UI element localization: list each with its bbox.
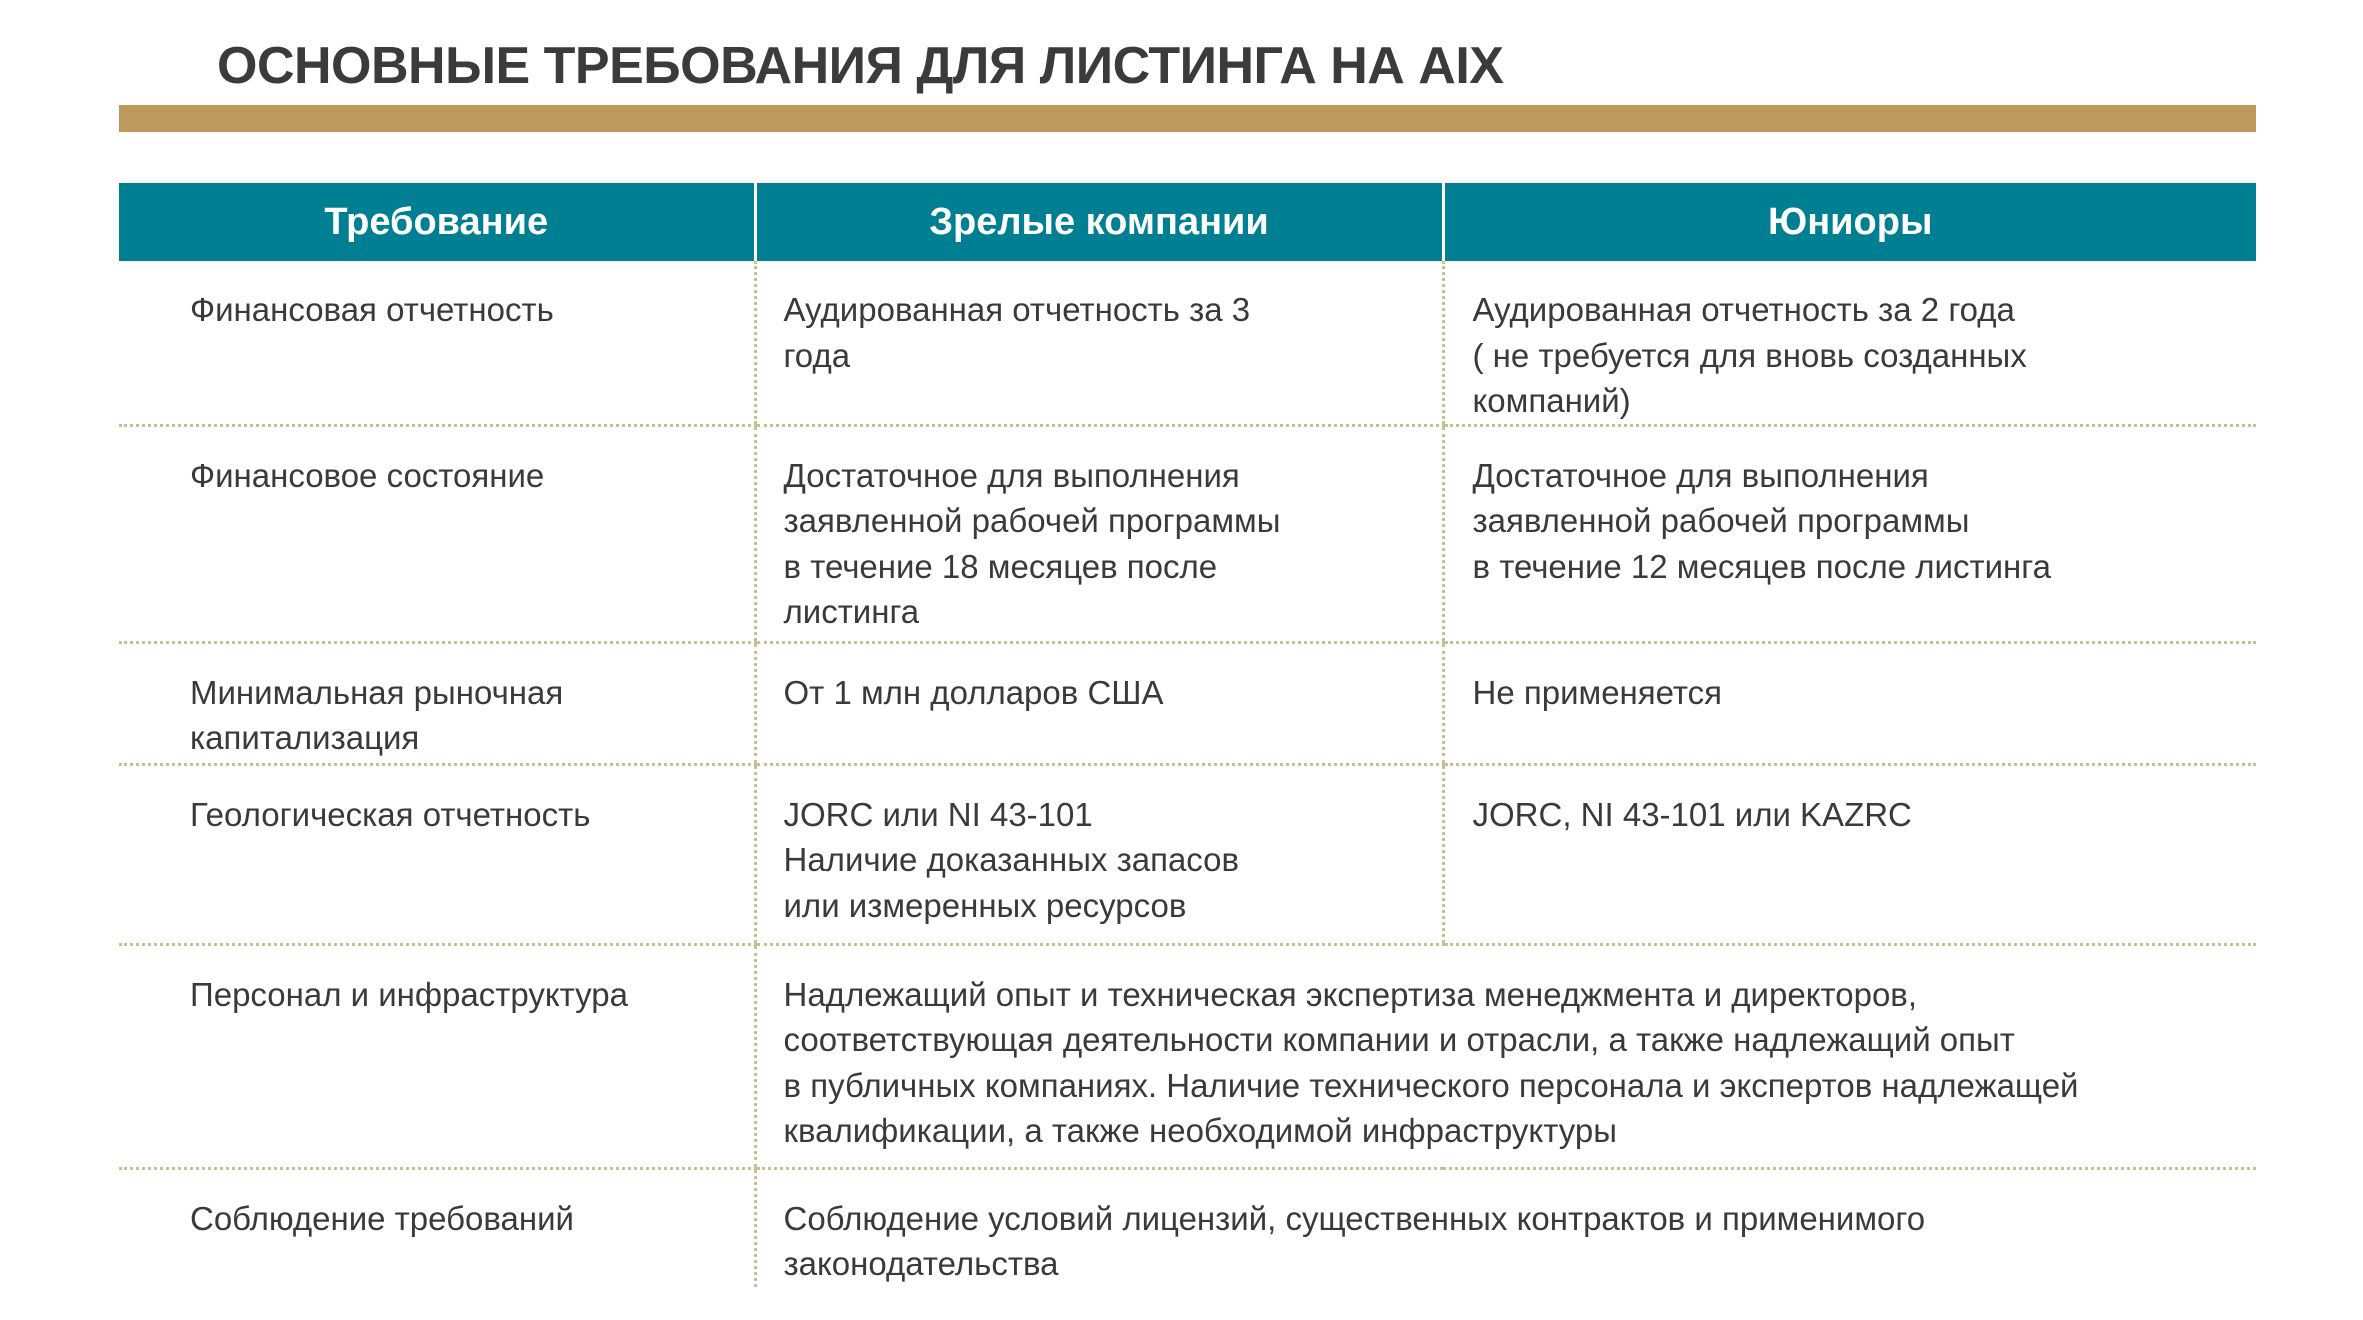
- requirement-line: Геологическая отчетность: [190, 795, 591, 833]
- mature-line: или измеренных ресурсов: [783, 886, 1187, 924]
- requirement-cell: [119, 425, 755, 642]
- mature-line: Наличие доказанных запасов: [783, 841, 1240, 878]
- junior-line: Достаточное для выполнения: [1472, 456, 1929, 494]
- junior-cell: [1443, 425, 2256, 642]
- table-row: [119, 944, 2256, 1168]
- requirement-line: Финансовая отчетность: [190, 291, 554, 328]
- mature-cell: [755, 425, 1443, 642]
- requirement-cell: [119, 261, 755, 425]
- junior-line: Не применяется: [1472, 673, 1723, 711]
- table-header-row: [119, 183, 2256, 261]
- page-title: ОСНОВНЫЕ ТРЕБОВАНИЯ ДЛЯ ЛИСТИНГА НА AIX: [217, 37, 1504, 95]
- requirement-cell: [119, 642, 755, 764]
- mature-line: От 1 млн долларов США: [783, 673, 1164, 711]
- mature-cell: [755, 261, 1443, 425]
- mature-line: Достаточное для выполнения: [783, 456, 1240, 494]
- mature-line: JORC или NI 43-101: [783, 795, 1093, 833]
- title-rule: [119, 105, 2256, 132]
- junior-line: ( не требуется для вновь созданных: [1472, 336, 2027, 374]
- combined-cell: [755, 944, 2256, 1168]
- junior-cell: [1443, 642, 2256, 764]
- combined-line: соответствующая деятельности компании и отрасли, а также надлежащий опыт: [783, 1021, 2015, 1058]
- combined-line: законодательства: [783, 1245, 1059, 1282]
- junior-cell: [1443, 764, 2256, 944]
- table-row: [119, 1168, 2256, 1287]
- table-row: [119, 642, 2256, 764]
- combined-line: в публичных компаниях. Наличие технического персонала и экспертов надлежащей: [783, 1066, 2079, 1104]
- requirements-table: [119, 183, 2256, 1287]
- requirement-line: Финансовое состояние: [190, 456, 545, 494]
- junior-line: Аудированная отчетность за 2 года: [1472, 291, 2015, 328]
- requirement-cell: [119, 1168, 755, 1287]
- table-row: [119, 764, 2256, 944]
- junior-cell: [1443, 261, 2256, 425]
- header-requirement: Требование: [119, 183, 755, 261]
- combined-line: Соблюдение условий лицензий, существенных контрактов и применимого: [783, 1199, 1926, 1237]
- mature-line: Аудированная отчетность за 3: [783, 291, 1251, 328]
- junior-line: в течение 12 месяцев после листинга: [1472, 547, 2051, 585]
- requirement-line: Соблюдение требований: [190, 1199, 574, 1237]
- header-mature-companies: Зрелые компании: [755, 183, 1443, 261]
- mature-cell: [755, 764, 1443, 944]
- requirement-line: капитализация: [190, 719, 420, 756]
- mature-line: заявленной рабочей программы: [783, 502, 1281, 539]
- table-row: [119, 425, 2256, 642]
- junior-line: компаний): [1472, 382, 1631, 419]
- junior-line: заявленной рабочей программы: [1472, 502, 1970, 539]
- combined-cell: [755, 1168, 2256, 1287]
- header-juniors: Юниоры: [1443, 183, 2256, 261]
- requirement-line: Минимальная рыночная: [190, 673, 564, 711]
- requirement-cell: [119, 764, 755, 944]
- mature-line: года: [783, 336, 851, 374]
- mature-cell: [755, 642, 1443, 764]
- requirement-line: Персонал и инфраструктура: [190, 975, 628, 1013]
- mature-line: в течение 18 месяцев после: [783, 547, 1218, 585]
- combined-line: квалификации, а также необходимой инфраструктуры: [783, 1112, 1617, 1149]
- requirement-cell: [119, 944, 755, 1168]
- junior-line: JORC, NI 43-101 или KAZRC: [1472, 795, 1912, 833]
- combined-line: Надлежащий опыт и техническая экспертиза менеджмента и директоров,: [783, 975, 1918, 1013]
- table-row: [119, 261, 2256, 425]
- mature-line: листинга: [783, 593, 920, 630]
